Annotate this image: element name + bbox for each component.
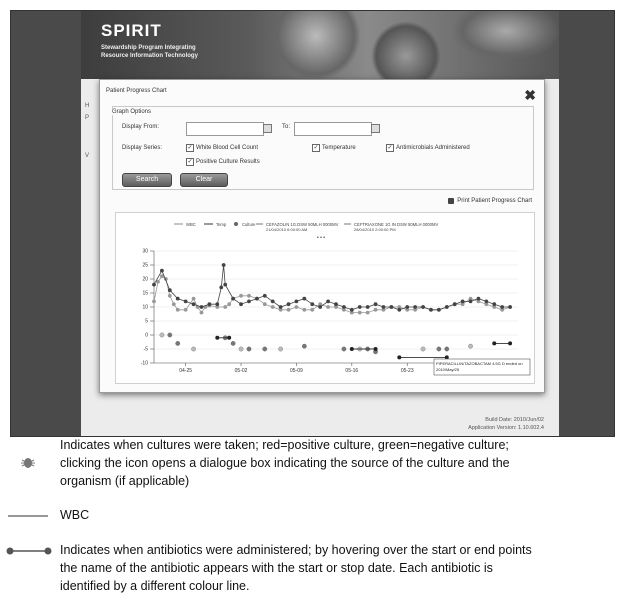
y-tick-label: 30 [142, 248, 148, 255]
temp-point [477, 297, 481, 301]
build-info [468, 416, 544, 432]
y-tick-label: 10 [142, 304, 148, 311]
antimicrobials-checkbox[interactable] [386, 144, 470, 152]
antibiotic-end-point [227, 336, 231, 340]
caption-line: Indicates when antibiotics were administered; by hovering over the start or end points [60, 543, 532, 557]
temp-point [484, 300, 488, 304]
graph-options-label: Graph Options [112, 109, 152, 115]
antibiotic-start-point [215, 336, 219, 340]
antibiotic-end-point [508, 341, 512, 345]
y-tick-label: 5 [145, 318, 148, 325]
checkmark-icon: ✓ [187, 159, 193, 165]
y-tick-label: 25 [142, 262, 148, 269]
temp-point [445, 305, 449, 309]
caption-line: organism (if applicable) [60, 474, 190, 488]
wbc-point [247, 294, 251, 298]
temp-point [239, 302, 243, 306]
temp-point [405, 305, 409, 309]
temp-point [508, 305, 512, 309]
temp-point [192, 302, 196, 306]
culture-point [437, 347, 441, 351]
chart-panel [115, 212, 535, 384]
temp-point [160, 269, 164, 273]
to-label: To: [282, 124, 291, 130]
caption-line: the name of the antibiotic appears with the start or stop date. Each antibiotic is [60, 561, 493, 575]
temp-point [429, 308, 433, 312]
temperature-checkbox[interactable] [312, 144, 356, 152]
wbc-point [223, 305, 227, 309]
temp-point [302, 297, 306, 301]
temp-point [469, 300, 473, 304]
bug-icon [20, 454, 36, 470]
tooltip-text: PIPERACILLIN/TAZOBACTAM 4.5G D ended on [436, 361, 523, 366]
figure-caption [0, 436, 626, 600]
checkmark-icon: ✓ [313, 145, 319, 151]
checkbox-label: Antimicrobials Administered [396, 145, 470, 151]
x-tick-label: 05-02 [234, 368, 248, 374]
wbc-point [326, 305, 330, 309]
wbc-point [200, 311, 204, 315]
culture-point [302, 344, 306, 348]
temp-point [326, 300, 330, 304]
legend-sublabel: 28/04/2010 2:00:00 PM [354, 227, 396, 232]
caption-line: Indicates when cultures were taken; red=positive culture, green=negative culture; [60, 438, 509, 452]
display-series-label: Display Series: [122, 145, 163, 151]
checkmark-icon: ✓ [387, 145, 393, 151]
wbc-point [287, 308, 291, 312]
progress-chart [116, 213, 534, 383]
culture-point [176, 341, 180, 345]
clear-button[interactable]: Clear [180, 173, 228, 187]
wbc-point [310, 308, 314, 312]
temp-point [413, 305, 417, 309]
antibiotic-start-point [492, 341, 496, 345]
culture-point [168, 333, 172, 337]
temp-point [492, 302, 496, 306]
search-button[interactable]: Search [122, 173, 172, 187]
print-chart-label: Print Patient Progress Chart [457, 198, 532, 204]
culture-point [445, 347, 449, 351]
legend-more-indicator: • • • [316, 235, 326, 241]
culture-point [231, 341, 235, 345]
culture-point [278, 347, 282, 351]
screenshot-frame [10, 10, 615, 437]
legend-label: Temp [216, 222, 227, 227]
antibiotic-start-point [397, 355, 401, 359]
display-from-label: Display From: [122, 124, 160, 130]
temp-point [200, 305, 204, 309]
temp-point [461, 300, 465, 304]
virus-decoration-icon [271, 11, 361, 79]
temp-point [184, 300, 188, 304]
wbc-point [152, 300, 156, 304]
legend-label: CEFAZOLIN 1G.DSW 50MLH 0000MV [266, 222, 339, 227]
x-tick-label: 05-23 [400, 368, 414, 374]
temp-point [310, 302, 314, 306]
temp-point [374, 302, 378, 306]
culture-point [263, 347, 267, 351]
temp-point [231, 297, 235, 301]
wbc-point [176, 308, 180, 312]
app-subtitle: Resource Information Technology [101, 53, 198, 59]
wbc-point [366, 311, 370, 315]
antibiotic-start-point [350, 347, 354, 351]
culture-point [191, 347, 195, 351]
sidebar-letter: H [85, 103, 90, 109]
wbc-point [295, 305, 299, 309]
calendar-icon[interactable] [371, 124, 380, 133]
dialog-title: Patient Progress Chart [106, 88, 167, 94]
y-tick-label: 0 [145, 332, 148, 339]
temp-point [247, 300, 251, 304]
antibiotic-line-icon [6, 546, 52, 556]
temp-point [500, 305, 504, 309]
temp-point [215, 302, 219, 306]
print-chart-link[interactable] [448, 198, 532, 204]
temp-point [382, 305, 386, 309]
temp-point [271, 300, 275, 304]
wbc-point [271, 305, 275, 309]
temp-point [295, 300, 299, 304]
temp-point [453, 302, 457, 306]
temp-point [219, 286, 223, 290]
build-date: Build Date: 2010/Jun/02 [485, 417, 544, 423]
temp-point [334, 302, 338, 306]
temp-point [350, 308, 354, 312]
y-tick-label: -10 [140, 360, 148, 367]
checkmark-icon: ✓ [187, 145, 193, 151]
wbc-point [374, 308, 378, 312]
y-tick-label: 20 [142, 276, 148, 283]
wbc-point [263, 302, 267, 306]
legend-label: CEFTRIAXONE 1G IN DSW 50MLH 0000MV [354, 222, 439, 227]
to-date-input[interactable] [294, 122, 372, 136]
x-tick-label: 04-25 [179, 368, 193, 374]
calendar-icon[interactable] [263, 124, 272, 133]
legend-sublabel: 21/04/2010 6:00:00 AM [266, 227, 308, 232]
antibiotic-end-point [374, 347, 378, 351]
culture-point [247, 347, 251, 351]
culture-results-checkbox[interactable] [186, 158, 260, 166]
temp-point [176, 297, 180, 301]
sidebar-letter: P [85, 115, 90, 121]
app-subtitle: Stewardship Program Integrating [101, 45, 196, 51]
x-tick-label: 05-09 [290, 368, 303, 374]
y-tick-label: -5 [143, 346, 148, 353]
wbc-point [358, 311, 362, 315]
temp-point [437, 308, 441, 312]
checkbox-label: Temperature [322, 145, 356, 151]
tooltip-text: 2010/May/25 [436, 367, 460, 372]
wbc-line-icon [8, 512, 48, 520]
app-logo: SPIRIT [101, 21, 162, 40]
legend-label: WBC [186, 222, 196, 227]
caption-line: identified by a different colour line. [60, 579, 250, 593]
wbc-checkbox[interactable] [186, 144, 258, 152]
temp-point [342, 305, 346, 309]
temp-point [421, 305, 425, 309]
temp-point [255, 297, 259, 301]
temp-point [358, 305, 362, 309]
sidebar-letter: V [85, 153, 90, 159]
culture-point [421, 347, 425, 351]
temp-point [223, 283, 227, 287]
temp-series-line [154, 265, 510, 310]
printer-icon [448, 198, 454, 204]
culture-point [239, 347, 243, 351]
temp-point [397, 308, 401, 312]
caption-line: clicking the icon opens a dialogue box indicating the source of the culture and the [60, 456, 510, 470]
virus-decoration-icon [371, 21, 441, 79]
temp-point [389, 305, 393, 309]
checkbox-label: White Blood Cell Count [196, 145, 259, 151]
culture-point [342, 347, 346, 351]
wbc-point [168, 294, 172, 298]
temp-point [222, 263, 226, 267]
caption-line: WBC [60, 508, 90, 522]
close-icon[interactable]: ✖ [524, 87, 536, 103]
culture-point [160, 333, 164, 337]
wbc-point [184, 308, 188, 312]
checkbox-label: Positive Culture Results [196, 159, 260, 165]
y-tick-label: 15 [142, 290, 148, 297]
legend-label: Culture [242, 222, 256, 227]
bacteria-decoration-icon [451, 11, 559, 61]
temp-point [152, 283, 156, 287]
temp-point [287, 302, 291, 306]
wbc-point [302, 308, 306, 312]
legend-swatch [234, 222, 238, 226]
app-version: Application Version: 1.10.602.4 [468, 425, 544, 431]
temp-point [318, 305, 322, 309]
wbc-point [227, 302, 231, 306]
wbc-point [172, 302, 176, 306]
culture-point [468, 344, 472, 348]
temp-point [279, 305, 283, 309]
temp-point [263, 294, 267, 298]
x-tick-label: 05-16 [345, 368, 359, 374]
wbc-point [192, 297, 196, 301]
wbc-point [239, 294, 243, 298]
temp-point [168, 288, 172, 292]
temp-point [207, 302, 211, 306]
patient-progress-dialog [99, 79, 545, 393]
display-from-input[interactable] [186, 122, 264, 136]
temp-point [366, 305, 370, 309]
